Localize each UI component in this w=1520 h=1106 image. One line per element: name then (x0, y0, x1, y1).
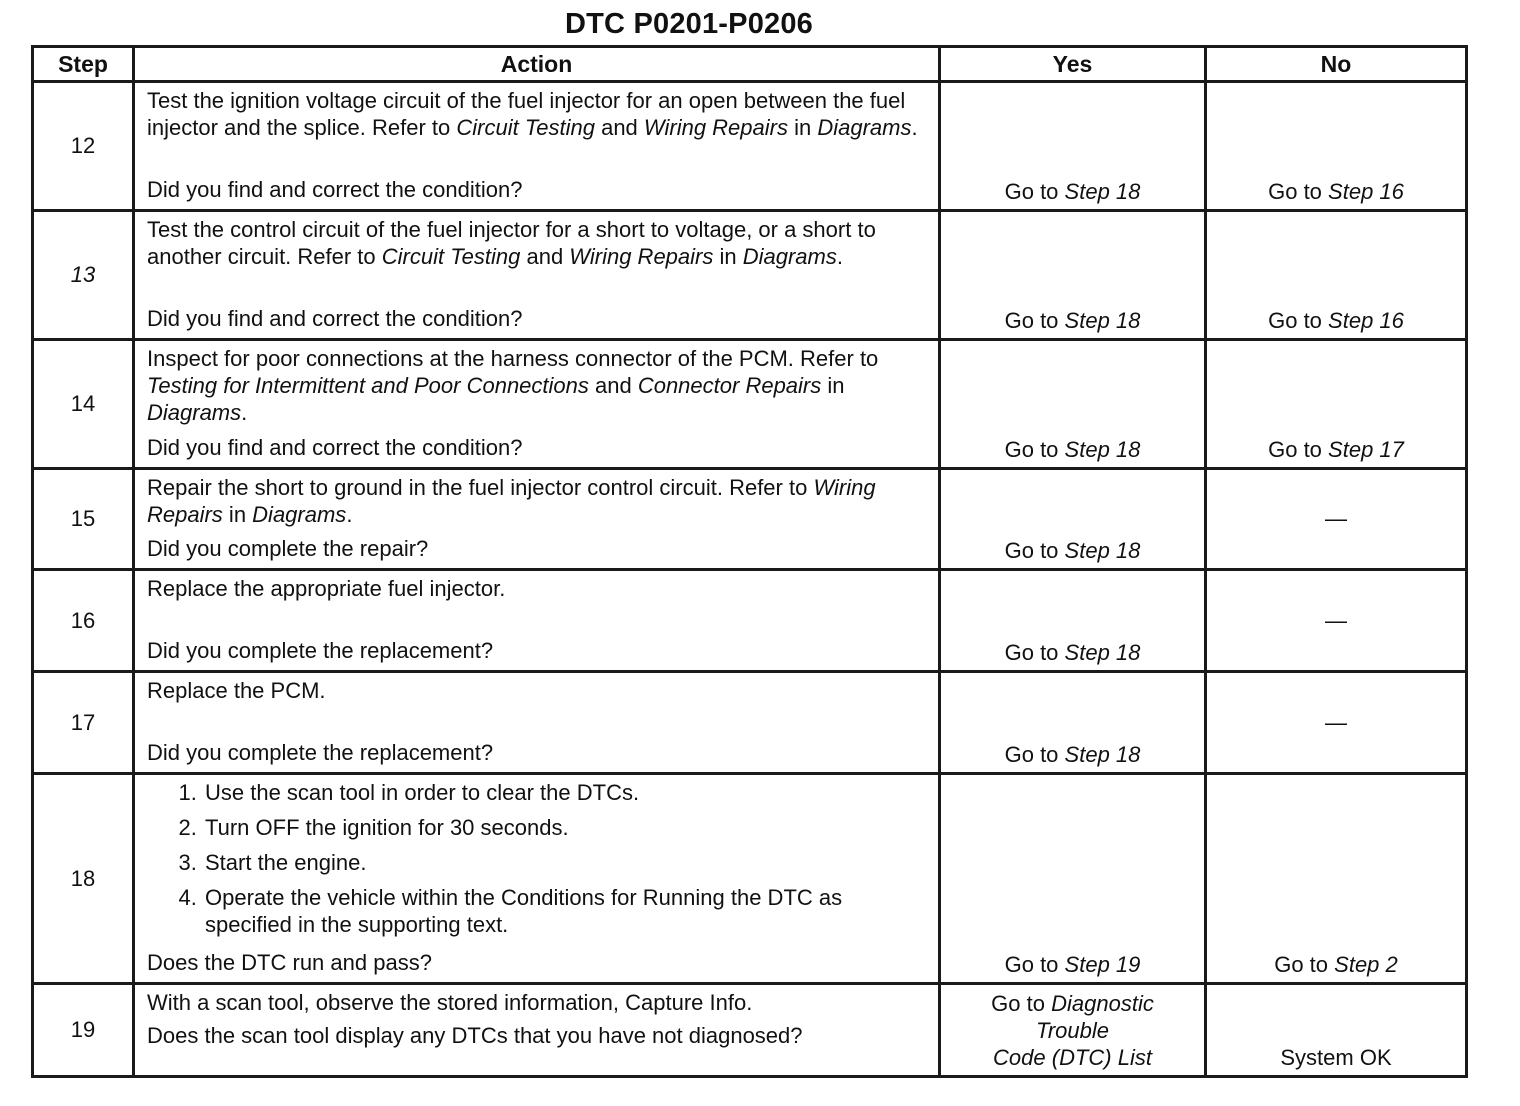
yes-cell: Go to Step 18 (940, 211, 1206, 340)
action-cell (134, 82, 940, 211)
action-cell (134, 211, 940, 340)
no-cell-dash: — (1206, 469, 1467, 570)
step-number: 14 (33, 340, 134, 469)
action-question: Did you complete the replacement? (147, 638, 494, 663)
list-item: 1. Use the scan tool in order to clear the DTCs. (203, 779, 928, 806)
yes-cell: Go to Diagnostic Trouble Code (DTC) List (940, 984, 1206, 1077)
diagnostic-table (31, 45, 1468, 1078)
yes-cell: Go to Step 18 (940, 82, 1206, 211)
table-row (33, 672, 1467, 774)
no-cell: Go to Step 16 (1206, 211, 1467, 340)
action-question: Did you find and correct the condition? (147, 177, 523, 202)
action-question: Did you find and correct the condition? (147, 435, 523, 460)
action-text: Test the control circuit of the fuel injector for a short to voltage, or a short to another circuit. Refer to Circuit Testing and Wiring Repairs in Diagrams. (147, 217, 876, 269)
no-cell: Go to Step 17 (1206, 340, 1467, 469)
table-header-row (33, 47, 1467, 82)
header-yes: Yes (940, 47, 1206, 82)
table-row (33, 984, 1467, 1077)
table-row (33, 82, 1467, 211)
step-number: 18 (33, 774, 134, 984)
list-item: 2. Turn OFF the ignition for 30 seconds. (203, 814, 928, 841)
table-row (33, 469, 1467, 570)
action-question: Did you complete the repair? (147, 536, 429, 561)
yes-cell: Go to Step 19 (940, 774, 1206, 984)
step-number: 15 (33, 469, 134, 570)
step-number: 19 (33, 984, 134, 1077)
yes-cell: Go to Step 18 (940, 340, 1206, 469)
no-cell-dash: — (1206, 672, 1467, 774)
action-cell (134, 340, 940, 469)
action-question: Did you complete the replacement? (147, 740, 494, 765)
action-text: Inspect for poor connections at the harness connector of the PCM. Refer to Testing for Intermittent and Poor Connections and Connector Repairs in Diagrams. (147, 346, 879, 425)
action-question: Did you find and correct the condition? (147, 306, 523, 331)
header-step: Step (33, 47, 134, 82)
table-row (33, 340, 1467, 469)
yes-cell: Go to Step 18 (940, 672, 1206, 774)
header-action: Action (134, 47, 940, 82)
action-text: Replace the PCM. (147, 678, 326, 703)
action-cell (134, 984, 940, 1077)
action-text: Replace the appropriate fuel injector. (147, 576, 506, 601)
list-item: 3. Start the engine. (203, 849, 928, 876)
table-row (33, 774, 1467, 984)
action-cell (134, 774, 940, 984)
list-item: 4. Operate the vehicle within the Conditions for Running the DTC as specified in the supporting text. (203, 884, 928, 938)
procedure-list (147, 779, 928, 944)
action-text: Test the ignition voltage circuit of the fuel injector for an open between the fuel injector and the splice. Refer to Circuit Testing and Wiring Repairs in Diagrams. (147, 88, 918, 140)
step-number: 17 (33, 672, 134, 774)
step-number: 12 (33, 82, 134, 211)
action-question: Does the DTC run and pass? (147, 950, 432, 975)
action-cell (134, 469, 940, 570)
step-number: 13 (33, 211, 134, 340)
action-cell (134, 672, 940, 774)
page-title: DTC P0201-P0206 (564, 8, 814, 40)
no-cell: Go to Step 2 (1206, 774, 1467, 984)
yes-cell: Go to Step 18 (940, 469, 1206, 570)
no-cell-dash: — (1206, 570, 1467, 672)
action-text: With a scan tool, observe the stored information, Capture Info. (147, 990, 753, 1015)
no-cell: Go to Step 16 (1206, 82, 1467, 211)
action-text: Repair the short to ground in the fuel injector control circuit. Refer to Wiring Repairs in Diagrams. (147, 475, 876, 527)
no-cell: System OK (1206, 984, 1467, 1077)
header-no: No (1206, 47, 1467, 82)
yes-cell: Go to Step 18 (940, 570, 1206, 672)
action-cell (134, 570, 940, 672)
step-number: 16 (33, 570, 134, 672)
table-row (33, 570, 1467, 672)
action-question: Does the scan tool display any DTCs that you have not diagnosed? (147, 1023, 803, 1048)
table-row (33, 211, 1467, 340)
